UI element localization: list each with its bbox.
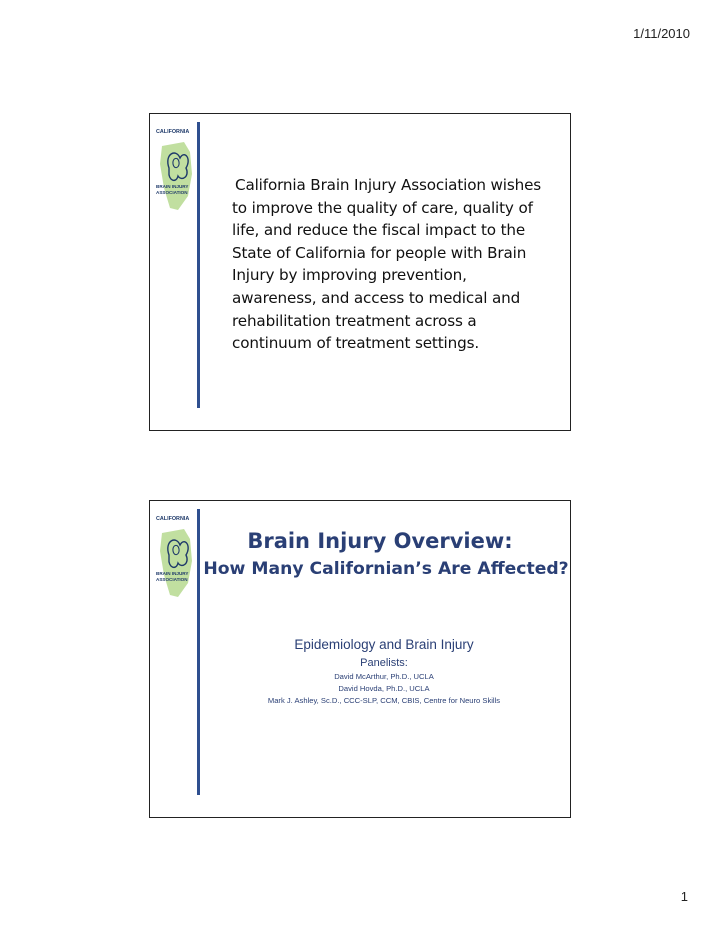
accent-bar (197, 122, 200, 408)
page-date: 1/11/2010 (633, 26, 690, 41)
slide-title-question: How Many Californian’s Are Affected? (203, 559, 569, 579)
logo-text-association: ASSOCIATION (156, 577, 188, 582)
mission-line: awareness, and access to medical and (232, 288, 521, 307)
panelist-item: David Hovda, Ph.D., UCLA (338, 684, 430, 693)
panelists-label: Panelists: (360, 657, 408, 669)
mission-statement (232, 174, 552, 355)
cbia-logo-icon (154, 511, 196, 601)
panelist-item: Mark J. Ashley, Sc.D., CCC-SLP, CCM, CBIS, Centre for Neuro Skills (267, 696, 501, 705)
logo-text-brain-injury: BRAIN INJURY (156, 184, 189, 189)
mission-line: life, and reduce the fiscal impact to the (232, 221, 526, 240)
slide-overview (149, 500, 571, 818)
mission-line: California Brain Injury Association wishes (235, 176, 542, 194)
session-title: Epidemiology and Brain Injury (294, 637, 474, 652)
logo-text-brain-injury: BRAIN INJURY (156, 571, 189, 576)
mission-line: continuum of treatment settings. (232, 334, 480, 353)
mission-line: to improve the quality of care, quality of (232, 198, 533, 217)
slide-mission (149, 113, 571, 431)
mission-line: Injury by improving prevention, (232, 266, 467, 285)
slide-title: Brain Injury Overview: (247, 529, 513, 553)
page-number: 1 (680, 889, 688, 904)
logo-text-association: ASSOCIATION (156, 190, 188, 195)
mission-line: rehabilitation treatment across a (232, 311, 477, 330)
logo-text-california: CALIFORNIA (156, 129, 190, 135)
mission-line: State of California for people with Brain (232, 243, 527, 262)
logo-text-california: CALIFORNIA (156, 516, 190, 522)
panelist-item: David McArthur, Ph.D., UCLA (334, 672, 434, 681)
cbia-logo-icon (154, 124, 196, 214)
